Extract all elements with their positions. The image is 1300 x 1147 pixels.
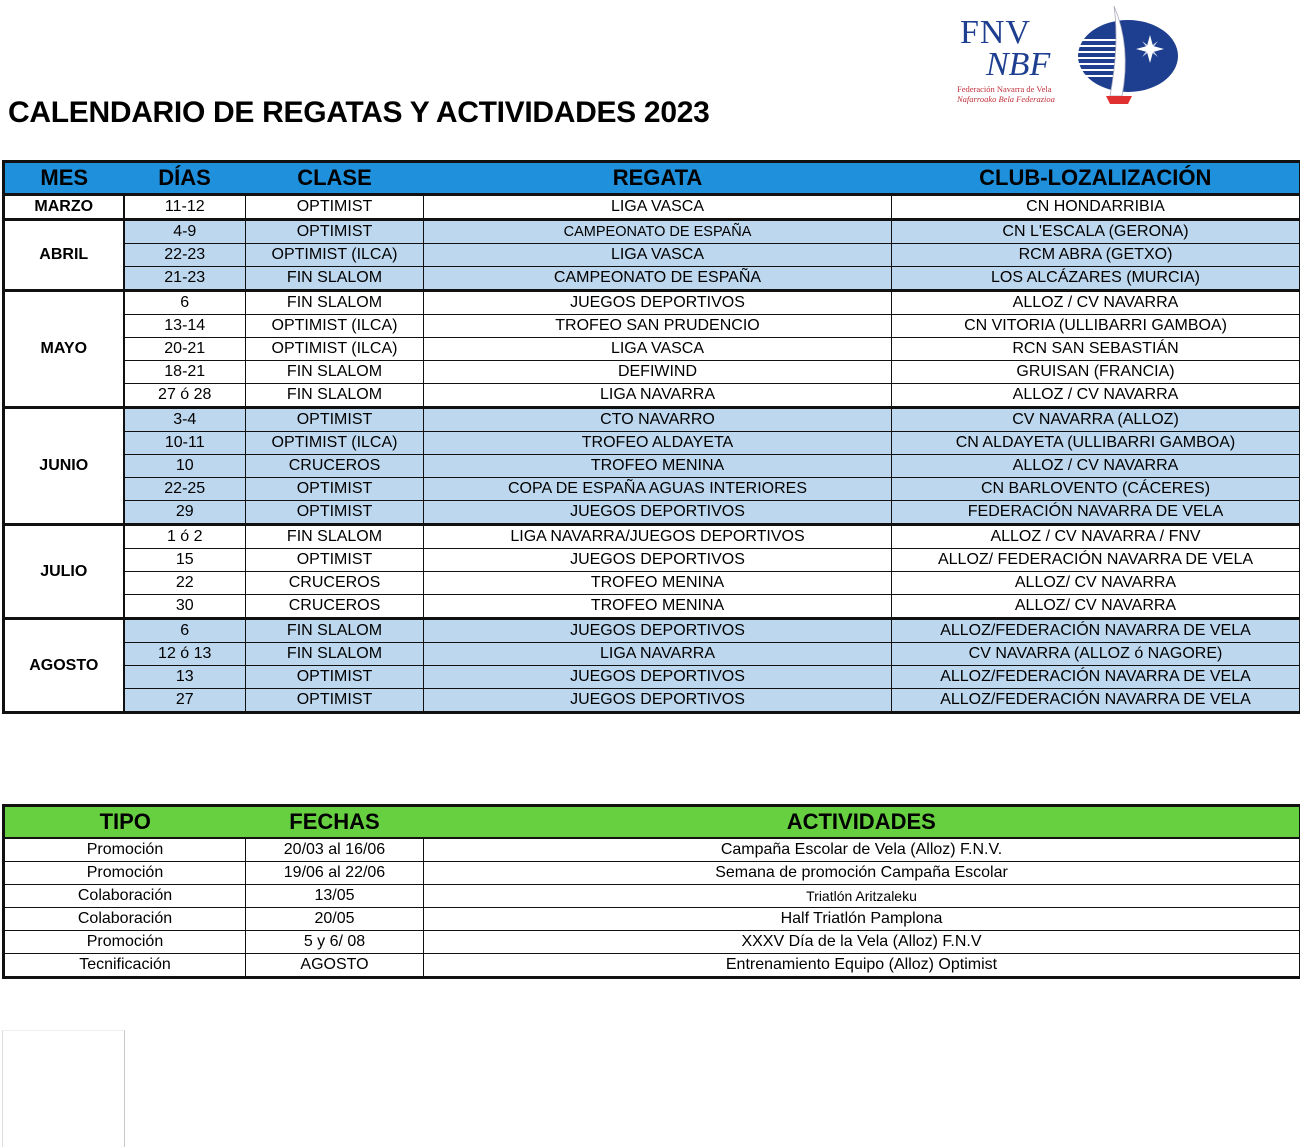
- header-tipo: TIPO: [4, 806, 246, 839]
- dias-cell: 15: [124, 549, 246, 572]
- clase-cell: OPTIMIST: [246, 501, 424, 525]
- club-cell: GRUISAN (FRANCIA): [892, 361, 1300, 384]
- dias-cell: 13-14: [124, 315, 246, 338]
- actividad-cell: XXXV Día de la Vela (Alloz) F.N.V: [424, 931, 1300, 954]
- dias-cell: 22-23: [124, 244, 246, 267]
- clase-cell: OPTIMIST: [246, 549, 424, 572]
- club-cell: CV NAVARRA (ALLOZ): [892, 408, 1300, 432]
- table-row: [4, 220, 1300, 244]
- sailboat-compass-icon: [1070, 4, 1180, 108]
- dias-cell: 6: [124, 291, 246, 315]
- month-cell: ABRIL: [4, 220, 124, 291]
- dias-cell: 4-9: [124, 220, 246, 244]
- header-fechas: FECHAS: [246, 806, 424, 839]
- fechas-cell: 20/03 al 16/06: [246, 838, 424, 862]
- header-mes: MES: [4, 162, 124, 195]
- clase-cell: FIN SLALOM: [246, 619, 424, 643]
- club-cell: ALLOZ/FEDERACIÓN NAVARRA DE VELA: [892, 666, 1300, 689]
- club-cell: ALLOZ / CV NAVARRA / FNV: [892, 525, 1300, 549]
- fechas-cell: 13/05: [246, 885, 424, 908]
- table-row: [4, 315, 1300, 338]
- tipo-cell: Promoción: [4, 862, 246, 885]
- club-cell: ALLOZ/ CV NAVARRA: [892, 572, 1300, 595]
- month-cell: AGOSTO: [4, 619, 124, 713]
- regata-cell: LIGA VASCA: [424, 244, 892, 267]
- clase-cell: FIN SLALOM: [246, 361, 424, 384]
- dias-cell: 30: [124, 595, 246, 619]
- header-club: CLUB-LOZALIZACIÓN: [892, 162, 1300, 195]
- header-regata: REGATA: [424, 162, 892, 195]
- table-row: [4, 267, 1300, 291]
- dias-cell: 29: [124, 501, 246, 525]
- dias-cell: 27: [124, 689, 246, 713]
- table-row: [4, 549, 1300, 572]
- regata-cell: JUEGOS DEPORTIVOS: [424, 549, 892, 572]
- regata-cell: CTO NAVARRO: [424, 408, 892, 432]
- table-row: [4, 525, 1300, 549]
- fnv-logo: [952, 2, 1182, 108]
- dias-cell: 22: [124, 572, 246, 595]
- clase-cell: OPTIMIST (ILCA): [246, 244, 424, 267]
- regatas-table: [2, 160, 1300, 714]
- table-row: [4, 338, 1300, 361]
- club-cell: CN HONDARRIBIA: [892, 195, 1300, 220]
- regata-cell: LIGA VASCA: [424, 338, 892, 361]
- clase-cell: OPTIMIST (ILCA): [246, 315, 424, 338]
- month-cell: MAYO: [4, 291, 124, 408]
- logo-subtitle-eu: Nafarroako Bela Federazioa: [957, 94, 1055, 104]
- table-row: [4, 291, 1300, 315]
- regata-cell: DEFIWIND: [424, 361, 892, 384]
- clase-cell: OPTIMIST: [246, 478, 424, 501]
- clase-cell: FIN SLALOM: [246, 525, 424, 549]
- club-cell: RCM ABRA (GETXO): [892, 244, 1300, 267]
- regata-cell: TROFEO SAN PRUDENCIO: [424, 315, 892, 338]
- tipo-cell: Tecnificación: [4, 954, 246, 978]
- dias-cell: 18-21: [124, 361, 246, 384]
- dias-cell: 11-12: [124, 195, 246, 220]
- table-row: [4, 666, 1300, 689]
- logo-subtitle-es: Federación Navarra de Vela: [957, 84, 1051, 94]
- club-cell: RCN SAN SEBASTIÁN: [892, 338, 1300, 361]
- clase-cell: OPTIMIST (ILCA): [246, 432, 424, 455]
- regata-cell: LIGA NAVARRA: [424, 384, 892, 408]
- table-row: [4, 885, 1300, 908]
- table-row: [4, 689, 1300, 713]
- clase-cell: FIN SLALOM: [246, 384, 424, 408]
- actividad-cell: Triatlón Aritzaleku: [424, 885, 1300, 908]
- table-row: [4, 455, 1300, 478]
- clase-cell: FIN SLALOM: [246, 643, 424, 666]
- tipo-cell: Promoción: [4, 838, 246, 862]
- dias-cell: 22-25: [124, 478, 246, 501]
- clase-cell: OPTIMIST (ILCA): [246, 338, 424, 361]
- clase-cell: CRUCEROS: [246, 455, 424, 478]
- logo-fnv-text: FNV: [960, 14, 1031, 52]
- clase-cell: CRUCEROS: [246, 572, 424, 595]
- tipo-cell: Colaboración: [4, 908, 246, 931]
- dias-cell: 12 ó 13: [124, 643, 246, 666]
- fechas-cell: 5 y 6/ 08: [246, 931, 424, 954]
- actividad-cell: Campaña Escolar de Vela (Alloz) F.N.V.: [424, 838, 1300, 862]
- clase-cell: OPTIMIST: [246, 666, 424, 689]
- club-cell: ALLOZ/FEDERACIÓN NAVARRA DE VELA: [892, 619, 1300, 643]
- regata-cell: JUEGOS DEPORTIVOS: [424, 501, 892, 525]
- dias-cell: 27 ó 28: [124, 384, 246, 408]
- dias-cell: 10: [124, 455, 246, 478]
- table-row: [4, 501, 1300, 525]
- club-cell: ALLOZ/ CV NAVARRA: [892, 595, 1300, 619]
- tipo-cell: Colaboración: [4, 885, 246, 908]
- club-cell: ALLOZ/ FEDERACIÓN NAVARRA DE VELA: [892, 549, 1300, 572]
- regata-cell: LIGA VASCA: [424, 195, 892, 220]
- actividades-table: [2, 804, 1300, 979]
- header-clase: CLASE: [246, 162, 424, 195]
- regata-cell: JUEGOS DEPORTIVOS: [424, 689, 892, 713]
- club-cell: LOS ALCÁZARES (MURCIA): [892, 267, 1300, 291]
- club-cell: CV NAVARRA (ALLOZ ó NAGORE): [892, 643, 1300, 666]
- regata-cell: LIGA NAVARRA/JUEGOS DEPORTIVOS: [424, 525, 892, 549]
- actividades-header-row: [4, 806, 1300, 839]
- regata-cell: COPA DE ESPAÑA AGUAS INTERIORES: [424, 478, 892, 501]
- regata-cell: TROFEO MENINA: [424, 572, 892, 595]
- club-cell: FEDERACIÓN NAVARRA DE VELA: [892, 501, 1300, 525]
- club-cell: ALLOZ / CV NAVARRA: [892, 291, 1300, 315]
- clase-cell: OPTIMIST: [246, 408, 424, 432]
- regata-cell: TROFEO MENINA: [424, 455, 892, 478]
- table-row: [4, 931, 1300, 954]
- logo-nbf-text: NBF: [986, 46, 1050, 84]
- clase-cell: OPTIMIST: [246, 689, 424, 713]
- regata-cell: LIGA NAVARRA: [424, 643, 892, 666]
- table-row: [4, 244, 1300, 267]
- table-row: [4, 195, 1300, 220]
- club-cell: CN BARLOVENTO (CÁCERES): [892, 478, 1300, 501]
- table-row: [4, 361, 1300, 384]
- dias-cell: 3-4: [124, 408, 246, 432]
- table-row: [4, 432, 1300, 455]
- actividad-cell: Semana de promoción Campaña Escolar: [424, 862, 1300, 885]
- clase-cell: OPTIMIST: [246, 220, 424, 244]
- dias-cell: 20-21: [124, 338, 246, 361]
- fechas-cell: 20/05: [246, 908, 424, 931]
- clase-cell: FIN SLALOM: [246, 291, 424, 315]
- dias-cell: 6: [124, 619, 246, 643]
- table-row: [4, 595, 1300, 619]
- clase-cell: CRUCEROS: [246, 595, 424, 619]
- table-row: [4, 643, 1300, 666]
- month-cell: JUNIO: [4, 408, 124, 525]
- table-row: [4, 862, 1300, 885]
- regata-cell: TROFEO MENINA: [424, 595, 892, 619]
- clase-cell: OPTIMIST: [246, 195, 424, 220]
- table-row: [4, 908, 1300, 931]
- fechas-cell: AGOSTO: [246, 954, 424, 978]
- actividad-cell: Half Triatlón Pamplona: [424, 908, 1300, 931]
- regata-cell: JUEGOS DEPORTIVOS: [424, 291, 892, 315]
- club-cell: ALLOZ/FEDERACIÓN NAVARRA DE VELA: [892, 689, 1300, 713]
- table-row: [4, 408, 1300, 432]
- club-cell: ALLOZ / CV NAVARRA: [892, 384, 1300, 408]
- table-row: [4, 954, 1300, 978]
- dias-cell: 13: [124, 666, 246, 689]
- month-cell: JULIO: [4, 525, 124, 619]
- dias-cell: 1 ó 2: [124, 525, 246, 549]
- table-row: [4, 572, 1300, 595]
- regatas-header-row: [4, 162, 1300, 195]
- fechas-cell: 19/06 al 22/06: [246, 862, 424, 885]
- regata-cell: CAMPEONATO DE ESPAÑA: [424, 267, 892, 291]
- dias-cell: 10-11: [124, 432, 246, 455]
- header-dias: DÍAS: [124, 162, 246, 195]
- clase-cell: FIN SLALOM: [246, 267, 424, 291]
- month-cell: MARZO: [4, 195, 124, 220]
- club-cell: CN VITORIA (ULLIBARRI GAMBOA): [892, 315, 1300, 338]
- dias-cell: 21-23: [124, 267, 246, 291]
- regata-cell: CAMPEONATO DE ESPAÑA: [424, 220, 892, 244]
- club-cell: CN L'ESCALA (GERONA): [892, 220, 1300, 244]
- regata-cell: JUEGOS DEPORTIVOS: [424, 619, 892, 643]
- club-cell: CN ALDAYETA (ULLIBARRI GAMBOA): [892, 432, 1300, 455]
- table-row: [4, 384, 1300, 408]
- empty-cell-outline: [2, 1030, 125, 1147]
- club-cell: ALLOZ / CV NAVARRA: [892, 455, 1300, 478]
- table-row: [4, 838, 1300, 862]
- regata-cell: TROFEO ALDAYETA: [424, 432, 892, 455]
- actividad-cell: Entrenamiento Equipo (Alloz) Optimist: [424, 954, 1300, 978]
- regata-cell: JUEGOS DEPORTIVOS: [424, 666, 892, 689]
- tipo-cell: Promoción: [4, 931, 246, 954]
- page-title: CALENDARIO DE REGATAS Y ACTIVIDADES 2023: [8, 96, 709, 130]
- table-row: [4, 619, 1300, 643]
- header-actividades: ACTIVIDADES: [424, 806, 1300, 839]
- table-row: [4, 478, 1300, 501]
